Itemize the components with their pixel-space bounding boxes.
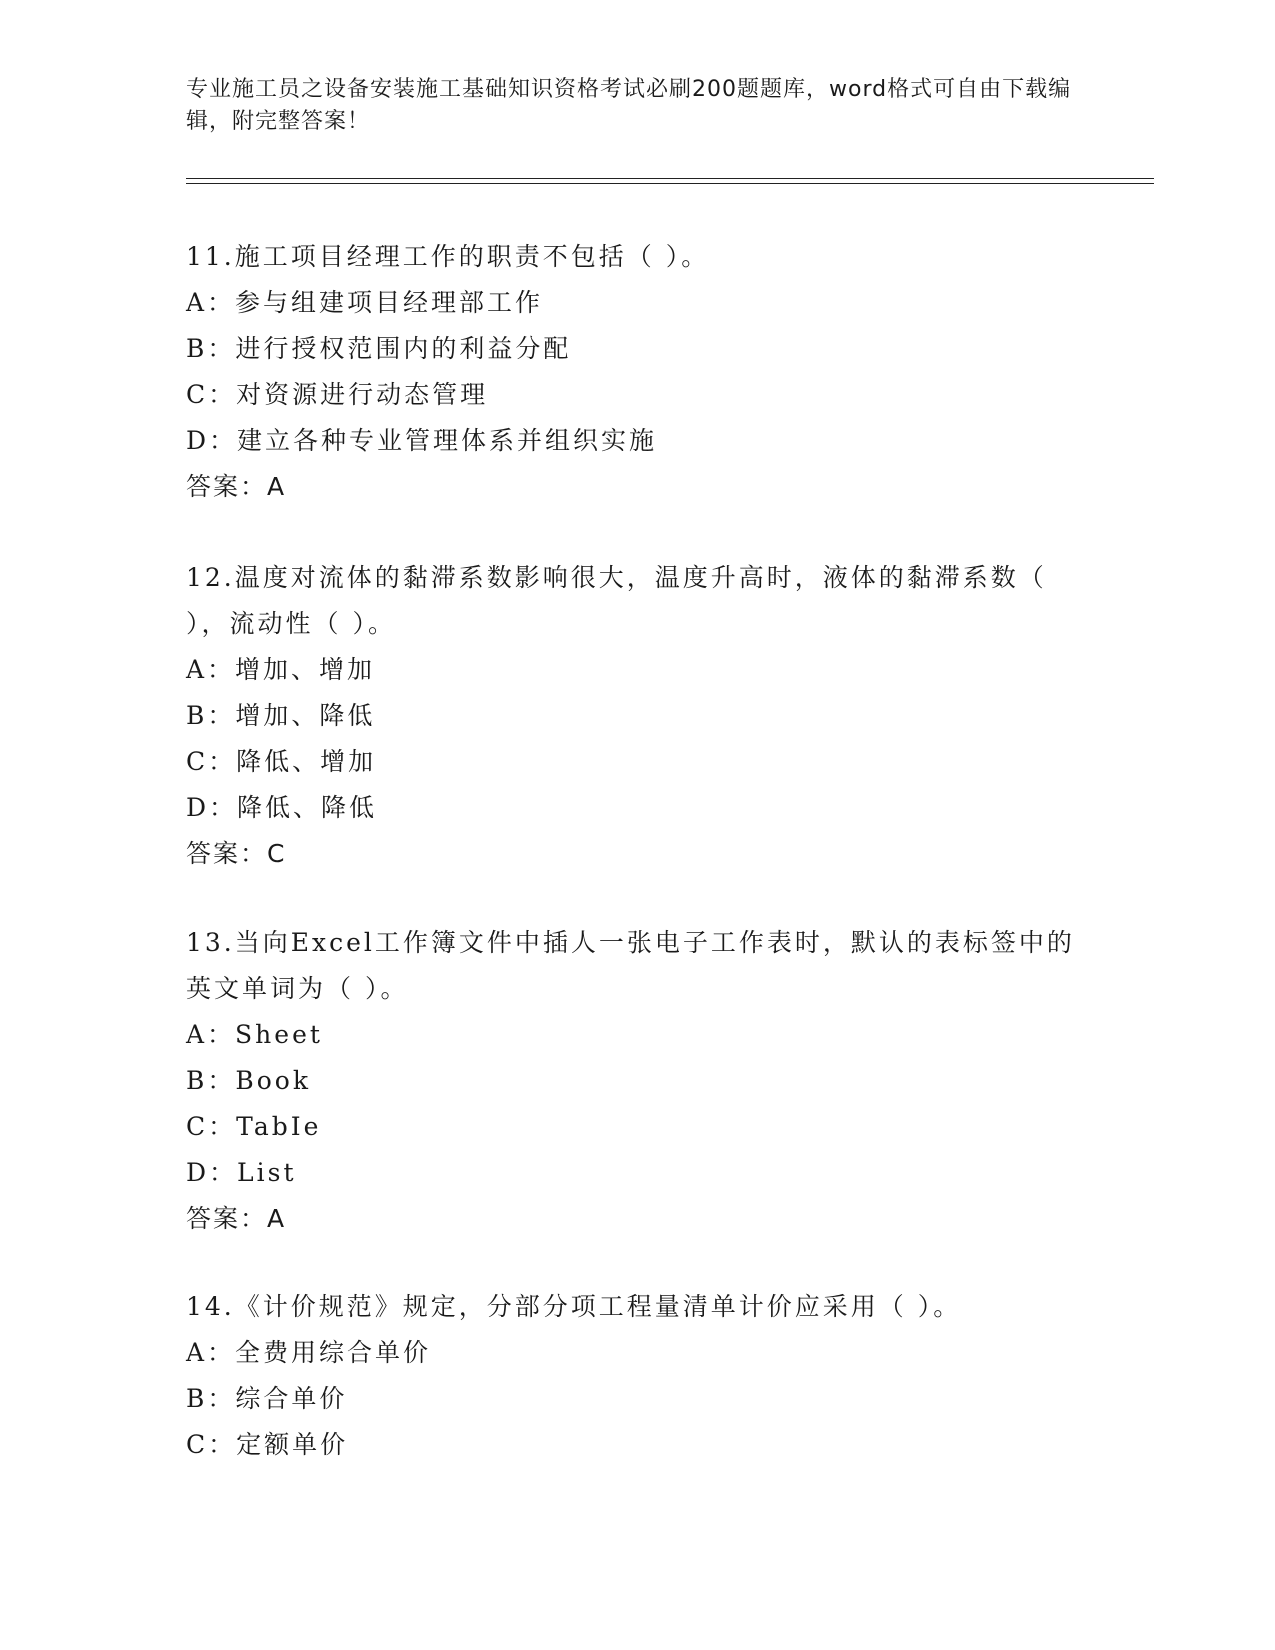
option-c: C：降低、增加	[186, 747, 377, 776]
question-stem: 11.施工项目经理工作的职责不包括（ ）。	[186, 242, 710, 271]
option-d: D：List	[186, 1158, 297, 1187]
option-d: D：建立各种专业管理体系并组织实施	[186, 426, 658, 455]
option-a: A：增加、增加	[186, 655, 376, 684]
answer-line: 答案：A	[186, 1204, 287, 1233]
option-a: A：Sheet	[186, 1020, 323, 1049]
option-c: C：定额单价	[186, 1430, 349, 1459]
option-b: B：增加、降低	[186, 701, 376, 730]
option-a: A：参与组建项目经理部工作	[186, 288, 544, 317]
header-divider-top	[186, 178, 1154, 179]
question-11	[186, 234, 1086, 510]
question-13	[186, 920, 1086, 1242]
document-header-text: 专业施工员之设备安装施工基础知识资格考试必刷200题题库，word格式可自由下载编辑，附完整答案！	[186, 77, 1072, 134]
answer-line: 答案：C	[186, 839, 287, 868]
question-stem: 12.温度对流体的黏滞系数影响很大，温度升高时，液体的黏滞系数（ ），流动性（ ）。	[186, 563, 1047, 638]
question-12	[186, 555, 1086, 877]
option-b: B：Book	[186, 1066, 311, 1095]
question-14	[186, 1284, 1086, 1468]
header-divider-bottom	[186, 183, 1154, 184]
option-c: C：TabIe	[186, 1112, 322, 1141]
option-b: B：综合单价	[186, 1384, 348, 1413]
question-stem: 13.当向Excel工作簿文件中插人一张电子工作表时，默认的表标签中的英文单词为（ ）。	[186, 928, 1075, 1003]
option-a: A：全费用综合单价	[186, 1338, 432, 1367]
answer-line: 答案：A	[186, 472, 287, 501]
question-stem: 14.《计价规范》规定，分部分项工程量清单计价应采用（ ）。	[186, 1292, 962, 1321]
option-c: C：对资源进行动态管理	[186, 380, 489, 409]
option-b: B：进行授权范围内的利益分配	[186, 334, 572, 363]
option-d: D：降低、降低	[186, 793, 378, 822]
